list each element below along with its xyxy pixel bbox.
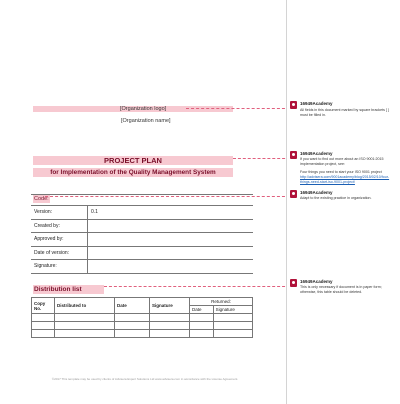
comment-connector	[233, 158, 290, 159]
comment-author: 16949Academy	[300, 101, 333, 106]
cell[interactable]	[55, 330, 115, 338]
header-returned: Returned:	[190, 298, 253, 306]
comment-icon[interactable]	[290, 151, 297, 159]
cell[interactable]	[190, 314, 214, 322]
info-label: Created by:	[31, 219, 88, 233]
cell[interactable]	[150, 330, 190, 338]
info-label: Signature:	[31, 260, 88, 274]
comment-text: Four things you need to start your ISO 9001 project	[300, 170, 382, 174]
distribution-row	[32, 330, 253, 338]
distribution-row	[32, 322, 253, 330]
comment-connector	[186, 108, 290, 109]
info-row-signature	[31, 260, 253, 274]
cell[interactable]	[190, 322, 214, 330]
cell[interactable]	[213, 314, 252, 322]
cell[interactable]	[213, 322, 252, 330]
org-name-placeholder[interactable]: [Organization name]	[121, 118, 171, 124]
comment-author: 16949Academy	[300, 151, 333, 156]
info-value[interactable]	[88, 233, 254, 247]
info-value[interactable]	[88, 260, 254, 274]
comment-icon[interactable]	[290, 101, 297, 109]
comment-author: 16949Academy	[300, 190, 333, 195]
info-value[interactable]	[88, 219, 254, 233]
document-info-table	[31, 206, 253, 274]
info-row-version	[31, 206, 253, 219]
code-label[interactable]: Code:	[34, 196, 49, 202]
cell[interactable]	[115, 314, 150, 322]
header-distributed-to: Distributed to	[55, 298, 115, 314]
header-copy-no: Copy No.	[32, 298, 55, 314]
cell[interactable]	[32, 330, 55, 338]
document-title[interactable]: PROJECT PLAN	[104, 156, 162, 165]
cell[interactable]	[55, 322, 115, 330]
comment-text: If you want to find out more about an ISO 9001:2015 implementation project, see:	[300, 157, 384, 166]
info-value[interactable]	[88, 246, 254, 260]
org-logo-placeholder[interactable]: [Organization logo]	[120, 106, 167, 112]
cell[interactable]	[115, 322, 150, 330]
comment-icon[interactable]	[290, 279, 297, 287]
cell[interactable]	[213, 330, 252, 338]
comment-icon[interactable]	[290, 190, 297, 198]
distribution-table	[31, 297, 253, 338]
comment-text: All fields in this document marked by square brackets [ ] must be filled in.	[300, 108, 389, 117]
document-subtitle[interactable]: for Implementation of the Quality Management System	[50, 169, 216, 176]
cell[interactable]	[32, 314, 55, 322]
info-value[interactable]: 0.1	[88, 206, 254, 219]
header-returned-date: Date	[190, 306, 214, 314]
comments-pane	[286, 0, 400, 404]
comment-connector	[104, 286, 290, 287]
distribution-header-row	[32, 298, 253, 306]
info-row-approved-by	[31, 233, 253, 247]
distribution-row	[32, 314, 253, 322]
comment-link[interactable]: http://advisera.com/9001academy/blog/2015/02/10/four-things-need-start-iso-9001-project/	[300, 175, 390, 184]
cell[interactable]	[150, 322, 190, 330]
comment-text: Adapt to the existing practice in organization.	[300, 196, 372, 200]
comment-author: 16949Academy	[300, 279, 333, 284]
header-returned-signature: Signature	[213, 306, 252, 314]
cell[interactable]	[55, 314, 115, 322]
cell[interactable]	[150, 314, 190, 322]
comment-text: This is only necessary if document is in paper form; otherwise, this table should be deleted.	[300, 285, 382, 294]
info-label: Version:	[31, 206, 88, 219]
distribution-list-title[interactable]: Distribution list	[34, 286, 82, 293]
info-label: Approved by:	[31, 233, 88, 247]
info-row-created-by	[31, 219, 253, 233]
page-footer: ©2017 This template may be used by clients of Advisera Expert Solutions Ltd www.advisera.com in accordance with the License Agreement.	[51, 377, 239, 381]
cell[interactable]	[190, 330, 214, 338]
cell[interactable]	[32, 322, 55, 330]
comment-connector	[45, 196, 290, 197]
info-label: Date of version:	[31, 246, 88, 260]
info-row-date-of-version	[31, 246, 253, 260]
cell[interactable]	[115, 330, 150, 338]
header-date: Date	[115, 298, 150, 314]
header-signature: Signature	[150, 298, 190, 314]
